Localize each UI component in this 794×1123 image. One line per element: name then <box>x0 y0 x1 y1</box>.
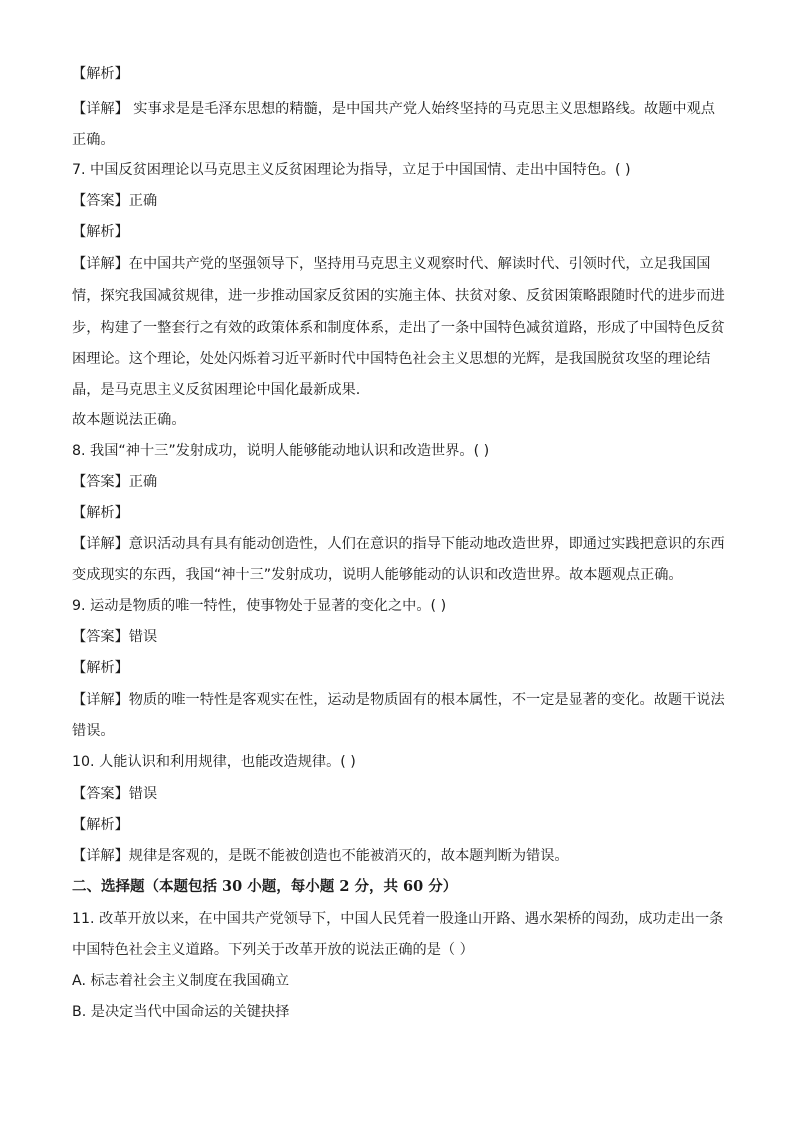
question-11: 中国特色社会主义道路。下列关于改革开放的说法正确的是（ ） <box>72 942 474 958</box>
option-a: A. 标志着社会主义制度在我国确立 <box>72 973 290 989</box>
answer-10: 【答案】错误 <box>72 786 158 802</box>
detail-line: 变成现实的东西，我国“神十三”发射成功，说明人能够能动的认识和改造世界。故本题观点正确。 <box>72 567 683 583</box>
answer-8: 【答案】正确 <box>72 474 158 490</box>
detail-line: 情，探究我国减贫规律，进一步推动国家反贫困的实施主体、扶贫对象、反贫困策略跟随时代的进步而进 <box>72 288 725 304</box>
analysis-label-10: 【解析】 <box>72 817 129 833</box>
detail-line: 【详解】规律是客观的，是既不能被创造也不能被消灭的，故本题判断为错误。 <box>72 848 569 864</box>
question-8: 8. 我国“神十三”发射成功，说明人能够能动地认识和改造世界。( ) <box>72 443 490 459</box>
question-11: 11. 改革开放以来，在中国共产党领导下，中国人民凭着一股逢山开路、遇水架桥的闯劲，成功走出一条 <box>72 911 724 927</box>
analysis-label-8: 【解析】 <box>72 505 129 521</box>
detail-line: 【详解】意识活动具有具有能动创造性，人们在意识的指导下能动地改造世界，即通过实践把意识的东西 <box>72 536 725 552</box>
option-b: B. 是决定当代中国命运的关键抉择 <box>72 1004 290 1020</box>
answer-7: 【答案】正确 <box>72 193 158 209</box>
detail-line: 【详解】 实事求是是毛泽东思想的精髓，是中国共产党人始终坚持的马克思主义思想路线。故题中观点 <box>72 101 715 117</box>
analysis-label-9: 【解析】 <box>72 660 129 676</box>
answer-9: 【答案】错误 <box>72 629 158 645</box>
detail-line: 故本题说法正确。 <box>72 412 186 428</box>
question-9: 9. 运动是物质的唯一特性，使事物处于显著的变化之中。( ) <box>72 598 447 614</box>
analysis-label-1: 【解析】 <box>72 66 129 82</box>
detail-line: 步，构建了一整套行之有效的政策体系和制度体系，走出了一条中国特色减贫道路，形成了中国特色反贫 <box>72 320 725 336</box>
detail-line: 错误。 <box>72 723 115 739</box>
detail-line: 【详解】物质的唯一特性是客观实在性，运动是物质固有的根本属性，不一定是显著的变化。故题干说法 <box>72 692 725 708</box>
detail-line: 正确。 <box>72 132 115 148</box>
detail-line: 晶，是马克思主义反贫困理论中国化最新成果. <box>72 382 361 398</box>
detail-line: 困理论。这个理论，处处闪烁着习近平新时代中国特色社会主义思想的光辉，是我国脱贫攻坚的理论结 <box>72 351 711 367</box>
question-7: 7. 中国反贫困理论以马克思主义反贫困理论为指导，立足于中国国情、走出中国特色。( ) <box>72 162 631 178</box>
analysis-label-7: 【解析】 <box>72 224 129 240</box>
section-heading: 二、选择题（本题包括 30 小题，每小题 2 分，共 60 分） <box>72 878 458 895</box>
detail-line: 【详解】在中国共产党的坚强领导下，坚持用马克思主义观察时代、解读时代、引领时代，立足我国国 <box>72 256 711 272</box>
question-10: 10. 人能认识和利用规律，也能改造规律。( ) <box>72 754 356 770</box>
